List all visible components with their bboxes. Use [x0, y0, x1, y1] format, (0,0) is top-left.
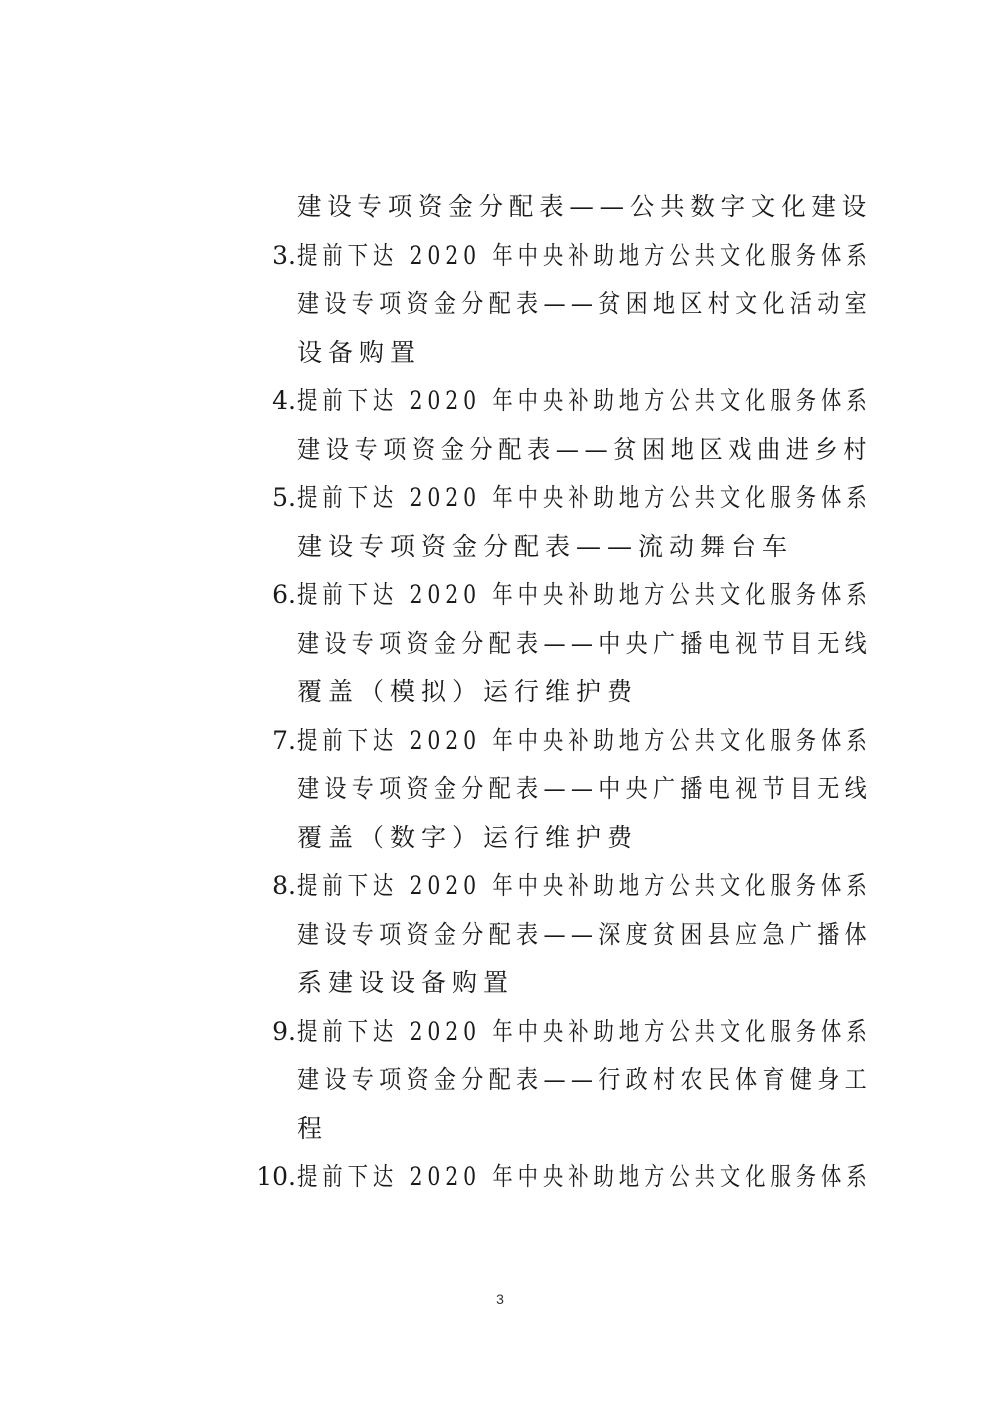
list-item-8-line-3: 系建设设备购置 — [297, 968, 515, 997]
list-item-8-line-2: 建设专项资金分配表——深度贫困县应急广播体 — [297, 920, 873, 949]
list-item-5-line-2: 建设专项资金分配表——流动舞台车 — [297, 532, 794, 561]
list-item-7-line-3: 覆盖（数字）运行维护费 — [297, 823, 639, 852]
list-item-7-line-1: 提前下达 2020 年中央补助地方公共文化服务体系 — [297, 726, 872, 755]
list-item-9-line-2: 建设专项资金分配表——行政村农民体育健身工 — [297, 1065, 873, 1094]
list-item-number-6: 6. — [272, 580, 296, 609]
list-item-7-line-2: 建设专项资金分配表——中央广播电视节目无线 — [297, 774, 873, 803]
list-item-8-line-1: 提前下达 2020 年中央补助地方公共文化服务体系 — [297, 871, 872, 900]
list-item-number-7: 7. — [272, 726, 296, 755]
list-item-3-line-1: 提前下达 2020 年中央补助地方公共文化服务体系 — [297, 241, 872, 270]
list-item-number-10: 10. — [256, 1162, 296, 1191]
list-item-9-line-3: 程 — [297, 1114, 329, 1143]
list-item-9-line-1: 提前下达 2020 年中央补助地方公共文化服务体系 — [297, 1017, 872, 1046]
list-item-6-line-3: 覆盖（模拟）运行维护费 — [297, 677, 639, 706]
list-item-4-line-2: 建设专项资金分配表——贫困地区戏曲进乡村 — [297, 435, 873, 464]
list-item-5-line-1: 提前下达 2020 年中央补助地方公共文化服务体系 — [297, 483, 872, 512]
list-item-2-line-2: 建设专项资金分配表——公共数字文化建设 — [297, 192, 872, 221]
list-item-number-9: 9. — [272, 1017, 296, 1046]
list-item-number-5: 5. — [272, 483, 296, 512]
list-item-number-3: 3. — [272, 241, 296, 270]
list-item-10-line-1: 提前下达 2020 年中央补助地方公共文化服务体系 — [297, 1162, 872, 1191]
list-item-6-line-2: 建设专项资金分配表——中央广播电视节目无线 — [297, 629, 873, 658]
page-number: 3 — [496, 1291, 504, 1307]
list-item-3-line-2: 建设专项资金分配表——贫困地区村文化活动室 — [297, 289, 873, 318]
list-item-3-line-3: 设备购置 — [297, 338, 422, 367]
list-item-number-4: 4. — [272, 386, 296, 415]
list-item-4-line-1: 提前下达 2020 年中央补助地方公共文化服务体系 — [297, 386, 872, 415]
list-item-number-8: 8. — [272, 871, 296, 900]
list-item-6-line-1: 提前下达 2020 年中央补助地方公共文化服务体系 — [297, 580, 872, 609]
